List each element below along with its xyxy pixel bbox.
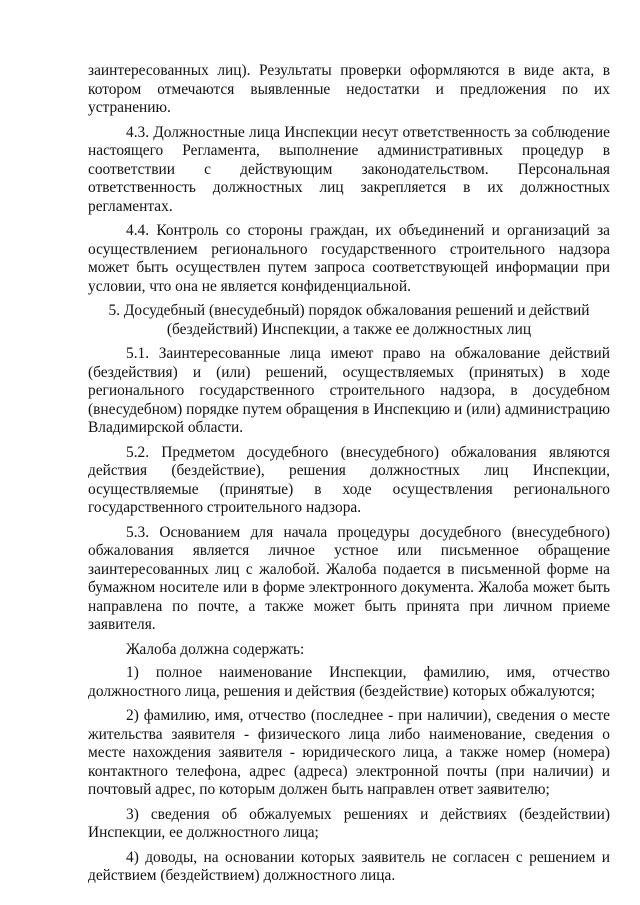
paragraph-4-3: 4.3. Должностные лица Инспекции несут ответственность за соблюдение настоящего Регламента, выполнение административных процедур в соответствии с действующим законодательством. Персональная ответственность должностных лиц закрепляется в их должностных регламентах. bbox=[88, 123, 610, 215]
paragraph-continuation: заинтересованных лиц). Результаты проверки оформляются в виде акта, в котором отмечаются выявленные недостатки и предложения по их устранению. bbox=[88, 62, 610, 116]
paragraph-4-4: 4.4. Контроль со стороны граждан, их объединений и организаций за осуществлением регионального государственного строительного надзора может быть осуществлен путем запроса соответствующей информации при условии, что она не является конфиденциальной. bbox=[88, 222, 610, 295]
complaint-item-1: 1) полное наименование Инспекции, фамилию, имя, отчество должностного лица, решения и действия (бездействие) которых обжалуются; bbox=[88, 664, 610, 700]
complaint-item-3: 3) сведения об обжалуемых решениях и действиях (бездействии) Инспекции, ее должностного лица; bbox=[88, 805, 610, 841]
paragraph-5-3: 5.3. Основанием для начала процедуры досудебного (внесудебного) обжалования является личное устное или письменное обращение заинтересованных лиц с жалобой. Жалоба подается в письменной форме на бумажном носителе или в форме электронного документа. Жалоба может быть направлена по почте, а также может быть принята при личном приеме заявителя. bbox=[88, 523, 610, 633]
complaint-item-2: 2) фамилию, имя, отчество (последнее - при наличии), сведения о месте жительства заявителя - физического лица либо наименование, сведения о месте нахождения заявителя - юридического лица, а также номер (номера) контактного телефона, адрес (адреса) электронной почты (при наличии) и почтовый адрес, по которым должен быть направлен ответ заявителю; bbox=[88, 707, 610, 798]
paragraph-5-2: 5.2. Предметом досудебного (внесудебного) обжалования являются действия (бездействие), решения должностных лиц Инспекции, осуществляемые (принятые) в ходе осуществления регионального государственного строительного надзора. bbox=[88, 443, 610, 516]
complaint-item-4: 4) доводы, на основании которых заявитель не согласен с решением и действием (бездействием) должностного лица. bbox=[88, 848, 610, 884]
section-5-heading: 5. Досудебный (внесудебный) порядок обжалования решений и действий (бездействий) Инспекции, а также ее должностных лиц bbox=[108, 302, 590, 338]
complaint-contents-intro: Жалоба должна содержать: bbox=[126, 640, 305, 658]
paragraph-5-1: 5.1. Заинтересованные лица имеют право на обжалование действий (бездействия) и (или) решений, осуществляемых (принятых) в ходе регионального государственного строительного надзора, в досудебном (внесудебном) порядке путем обращения в Инспекцию и (или) администрацию Владимирской области. bbox=[88, 345, 610, 436]
